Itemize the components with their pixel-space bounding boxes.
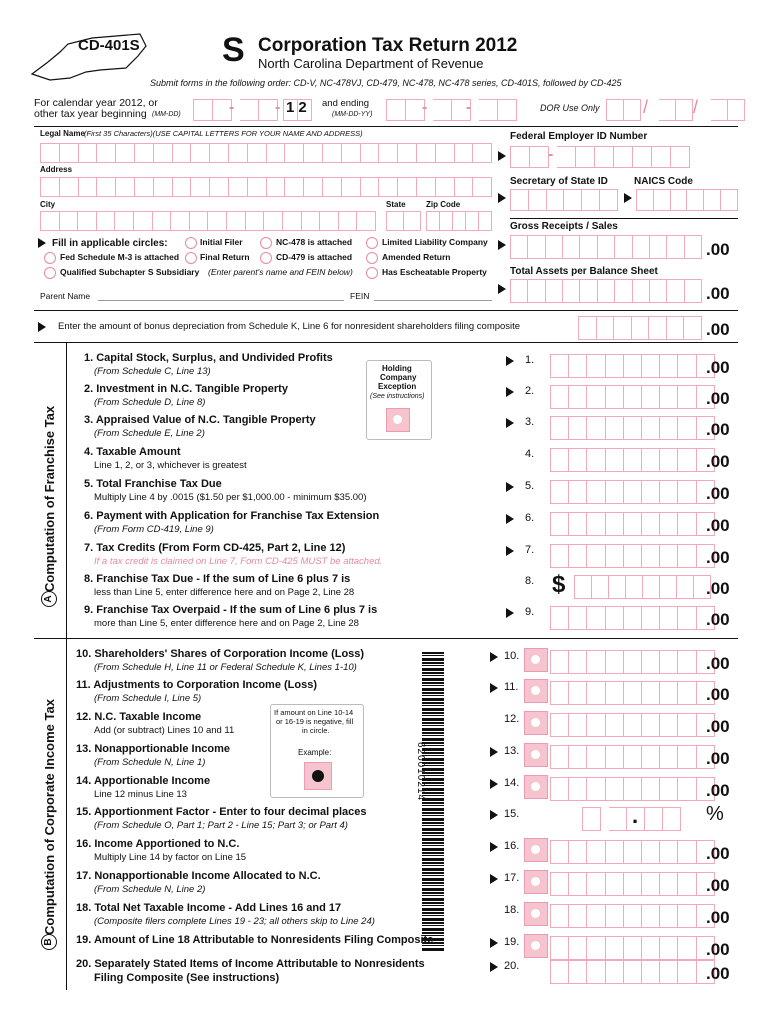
barcode	[422, 652, 444, 952]
city-input[interactable]	[40, 211, 376, 229]
line-14-subtitle: Line 12 minus Line 13	[94, 789, 187, 800]
line-15-number: 15.	[504, 808, 520, 820]
arrow-icon	[490, 652, 498, 662]
arrow-icon	[490, 810, 498, 820]
line-18-number: 18.	[504, 904, 520, 916]
state-input[interactable]	[386, 211, 421, 229]
line-4-cents: .00	[706, 452, 730, 471]
line-7-input[interactable]	[550, 544, 715, 566]
line-6-subtitle: (From Form CD-419, Line 9)	[94, 524, 214, 535]
line-14-number: 14.	[504, 777, 520, 789]
line-19-input[interactable]	[550, 936, 715, 958]
parent-name-label: Parent Name	[40, 291, 91, 301]
line-20-subtitle: Filing Composite (See instructions)	[94, 972, 280, 984]
gross-receipts-input[interactable]	[510, 235, 702, 257]
line-9-input[interactable]	[550, 606, 715, 628]
line-14-input[interactable]	[550, 777, 715, 799]
fein-label: Federal Employer ID Number	[510, 131, 648, 142]
line-6-number: 6.	[525, 512, 535, 524]
line-8-number: 8.	[525, 575, 535, 587]
line-3-input[interactable]	[550, 416, 715, 438]
holding-line-1: Holding	[382, 364, 412, 373]
total-assets-cents: .00	[706, 284, 730, 303]
line-2-input[interactable]	[550, 385, 715, 407]
line-20-cents: .00	[706, 964, 730, 983]
legal-name-input[interactable]	[40, 143, 492, 161]
section-a-letter: A	[41, 591, 57, 607]
gross-receipts-label: Gross Receipts / Sales	[510, 221, 618, 232]
escheat-circle[interactable]	[366, 267, 378, 279]
line-15-title: 15. Apportionment Factor - Enter to four decimal places	[76, 806, 367, 818]
fein-input[interactable]	[510, 146, 690, 166]
nc478-circle[interactable]	[260, 237, 272, 249]
line-2-subtitle: (From Schedule D, Line 8)	[94, 397, 206, 408]
line-5-title: 5. Total Franchise Tax Due	[84, 478, 222, 490]
arrow-icon	[498, 240, 506, 250]
form-id: CD-401S	[78, 37, 140, 54]
line-10-number: 10.	[504, 650, 520, 662]
negative-note-2: or 16-19 is negative, fill	[276, 717, 354, 726]
qsub-circle[interactable]	[44, 267, 56, 279]
begin-date-input[interactable]	[193, 99, 281, 119]
fein-dash: -	[548, 146, 554, 163]
line-9-title: 9. Franchise Tax Overpaid - If the sum of Line 6 plus 7 is	[84, 604, 378, 616]
line-4-input[interactable]	[550, 448, 715, 470]
total-assets-input[interactable]	[510, 279, 702, 301]
holding-note: (See instructions)	[370, 393, 425, 400]
form-title: Corporation Tax Return 2012	[258, 35, 518, 56]
initial-filer-label: Initial Filer	[200, 237, 243, 247]
line-17-cents: .00	[706, 876, 730, 895]
line-4-number: 4.	[525, 448, 535, 460]
line-7-number: 7.	[525, 544, 535, 556]
llc-circle[interactable]	[366, 237, 378, 249]
date-dash: -	[466, 99, 472, 116]
section-b-divider	[66, 638, 67, 990]
arrow-icon	[506, 387, 514, 397]
nc478-label: NC-478 is attached	[276, 237, 353, 247]
line-13-input[interactable]	[550, 745, 715, 767]
example-label: Example:	[298, 748, 332, 757]
sos-id-input[interactable]	[510, 189, 618, 209]
line-8-cents: .00	[706, 579, 730, 598]
arrow-icon	[490, 962, 498, 972]
mmddyy-hint: (MM-DD-YY)	[332, 111, 373, 118]
line-19-title: 19. Amount of Line 18 Attributable to Nonresidents Filing Composite	[76, 934, 434, 946]
line-10-title: 10. Shareholders' Shares of Corporation Income (Loss)	[76, 648, 365, 660]
line-12-title: 12. N.C. Taxable Income	[76, 711, 202, 723]
zip-label: Zip Code	[426, 200, 461, 209]
m3-label: Fed Schedule M-3 is attached	[60, 252, 180, 262]
arrow-icon	[506, 546, 514, 556]
section-a-divider	[66, 342, 67, 638]
line-10-negative-circle[interactable]	[524, 648, 548, 672]
line-11-negative-circle[interactable]	[524, 679, 548, 703]
line-17-negative-circle[interactable]	[524, 870, 548, 894]
line-13-subtitle: (From Schedule N, Line 1)	[94, 757, 206, 768]
line-12-cents: .00	[706, 717, 730, 736]
rule	[34, 638, 738, 639]
bonus-depreciation-input[interactable]	[578, 316, 702, 338]
arrow-icon	[506, 356, 514, 366]
arrow-icon	[38, 238, 46, 248]
line-17-subtitle: (From Schedule N, Line 2)	[94, 884, 206, 895]
initial-filer-circle[interactable]	[185, 237, 197, 249]
line-18-input[interactable]	[550, 904, 715, 926]
arrow-icon	[498, 193, 506, 203]
qsub-label: Qualified Subchapter S Subsidiary	[60, 267, 200, 277]
section-a-title: Computation of Franchise Tax	[42, 405, 57, 592]
example-filled-circle	[304, 762, 332, 790]
section-b-letter: B	[41, 934, 57, 950]
fein-short-label: FEIN	[350, 291, 370, 301]
amended-circle[interactable]	[366, 252, 378, 264]
naics-input[interactable]	[636, 189, 738, 209]
rule	[34, 342, 738, 343]
line-4-title: 4. Taxable Amount	[84, 446, 181, 458]
parent-fein-line[interactable]	[374, 300, 492, 301]
line-19-number: 19.	[504, 936, 520, 948]
dor-use-boxes	[606, 99, 745, 119]
escheat-label: Has Escheatable Property	[382, 267, 487, 277]
arrow-icon	[506, 418, 514, 428]
arrow-icon	[490, 747, 498, 757]
line-3-subtitle: (From Schedule E, Line 2)	[94, 428, 205, 439]
sos-id-label: Secretary of State ID	[510, 176, 608, 187]
line-11-cents: .00	[706, 685, 730, 704]
line-8-input[interactable]	[574, 575, 711, 597]
amended-label: Amended Return	[382, 252, 451, 262]
line-11-number: 11.	[504, 681, 519, 693]
line-7-cents: .00	[706, 548, 730, 567]
date-dash: -	[275, 99, 281, 116]
dor-use-label: DOR Use Only	[540, 103, 600, 113]
cd479-circle[interactable]	[260, 252, 272, 264]
final-return-circle[interactable]	[185, 252, 197, 264]
bonus-cents: .00	[706, 320, 730, 339]
arrow-icon	[38, 322, 46, 332]
begin-year-digits: 12	[286, 99, 311, 116]
line-10-input[interactable]	[550, 650, 715, 672]
department: North Carolina Department of Revenue	[258, 56, 484, 71]
line-3-number: 3.	[525, 416, 535, 428]
line-5-number: 5.	[525, 480, 535, 492]
arrow-icon	[506, 514, 514, 524]
line-18-subtitle: (Composite filers complete Lines 19 - 23; all others skip to Line 24)	[94, 916, 375, 927]
final-return-label: Final Return	[200, 252, 250, 262]
line-9-number: 9.	[525, 606, 535, 618]
line-3-cents: .00	[706, 420, 730, 439]
line-20-input[interactable]	[550, 960, 715, 982]
slash: /	[693, 97, 699, 117]
date-dash: -	[422, 99, 428, 116]
line-8-subtitle: less than Line 5, enter difference here and on Page 2, Line 28	[94, 587, 355, 598]
line-18-title: 18. Total Net Taxable Income - Add Lines 16 and 17	[76, 902, 342, 914]
llc-label: Limited Liability Company	[382, 237, 488, 247]
arrow-icon	[498, 284, 506, 294]
holding-exception-circle[interactable]	[386, 408, 410, 432]
calendar-year-label: For calendar year 2012, or	[34, 97, 158, 109]
zip-input[interactable]	[426, 211, 492, 229]
line-1-cents: .00	[706, 358, 730, 377]
tax-year-beginning-label: other tax year beginning	[34, 108, 147, 120]
line-15-decimal: .	[632, 803, 639, 828]
submit-order-note: Submit forms in the following order: CD-V, NC-478VJ, CD-479, NC-478, NC-478 series, CD-401S, followed by CD-425	[150, 78, 622, 88]
line-13-number: 13.	[504, 745, 520, 757]
line-19-negative-circle[interactable]	[524, 934, 548, 958]
line-5-input[interactable]	[550, 480, 715, 502]
total-assets-label: Total Assets per Balance Sheet	[510, 266, 658, 277]
arrow-icon	[506, 482, 514, 492]
line-16-input[interactable]	[550, 840, 715, 862]
line-18-cents: .00	[706, 908, 730, 927]
line-16-title: 16. Income Apportioned to N.C.	[76, 838, 240, 850]
line-17-input[interactable]	[550, 872, 715, 894]
address-label: Address	[40, 165, 73, 174]
line-5-cents: .00	[706, 484, 730, 503]
line-10-subtitle: (From Schedule H, Line 11 or Federal Schedule K, Lines 1-10)	[94, 662, 357, 673]
date-dash: -	[229, 99, 235, 116]
line-6-input[interactable]	[550, 512, 715, 534]
line-16-subtitle: Multiply Line 14 by factor on Line 15	[94, 852, 247, 863]
line-2-title: 2. Investment in N.C. Tangible Property	[84, 383, 288, 395]
naics-label: NAICS Code	[634, 176, 693, 187]
negative-note-3: in circle.	[302, 726, 330, 735]
line-19-cents: .00	[706, 940, 730, 959]
line-6-title: 6. Payment with Application for Franchise Tax Extension	[84, 510, 380, 522]
line-10-cents: .00	[706, 654, 730, 673]
line-15-percent: %	[706, 803, 724, 825]
line-12-subtitle: Add (or subtract) Lines 10 and 11	[94, 725, 235, 736]
line-16-number: 16.	[504, 840, 520, 852]
rule	[34, 126, 738, 127]
line-9-cents: .00	[706, 610, 730, 629]
line-2-number: 2.	[525, 385, 535, 397]
line-8-dollar-sign: $	[552, 571, 566, 598]
gross-receipts-cents: .00	[706, 240, 730, 259]
line-17-title: 17. Nonapportionable Income Allocated to N.C.	[76, 870, 321, 882]
legal-name-note: (First 35 Characters)(USE CAPITAL LETTERS FOR YOUR NAME AND ADDRESS)	[84, 129, 363, 138]
arrow-icon	[506, 608, 514, 618]
line-20-title: 20. Separately Stated Items of Income Attributable to Nonresidents	[76, 958, 425, 970]
line-1-input[interactable]	[550, 354, 715, 376]
rule	[34, 310, 738, 311]
line-13-title: 13. Nonapportionable Income	[76, 743, 231, 755]
line-6-cents: .00	[706, 516, 730, 535]
holding-line-3: Exception	[378, 382, 417, 391]
arrow-icon	[490, 683, 498, 693]
line-15-subtitle: (From Schedule O, Part 1; Part 2 - Line 15; Part 3; or Part 4)	[94, 820, 348, 831]
line-16-negative-circle[interactable]	[524, 838, 548, 862]
legal-name-label: Legal Name	[40, 129, 85, 138]
arrow-icon	[490, 842, 498, 852]
state-label: State	[386, 200, 406, 209]
section-b-title: Computation of Corporate Income Tax	[42, 699, 57, 935]
line-14-cents: .00	[706, 781, 730, 800]
bonus-depreciation-label: Enter the amount of bonus depreciation from Schedule K, Line 6 for nonresident shareholders filing composite	[58, 321, 521, 332]
line-14-title: 14. Apportionable Income	[76, 775, 211, 787]
barcode-number: 620010214	[415, 742, 426, 802]
line-13-negative-circle[interactable]	[524, 743, 548, 767]
end-date-input[interactable]	[386, 99, 517, 119]
line-17-number: 17.	[504, 872, 520, 884]
cd479-label: CD-479 is attached	[276, 252, 353, 262]
arrow-icon	[490, 938, 498, 948]
line-9-subtitle: more than Line 5, enter difference here and on Page 2, Line 28	[94, 618, 359, 629]
city-label: City	[40, 200, 56, 209]
line-3-title: 3. Appraised Value of N.C. Tangible Property	[84, 414, 316, 426]
m3-circle[interactable]	[44, 252, 56, 264]
slash: /	[643, 97, 649, 117]
line-12-input[interactable]	[550, 713, 715, 735]
line-12-negative-circle[interactable]	[524, 711, 548, 735]
holding-line-2: Company	[380, 373, 417, 382]
line-1-subtitle: (From Schedule C, Line 13)	[94, 366, 211, 377]
line-20-number: 20.	[504, 960, 520, 972]
rule	[510, 218, 738, 219]
parent-name-line[interactable]	[98, 300, 344, 301]
line-12-number: 12.	[504, 713, 520, 725]
line-1-number: 1.	[525, 354, 535, 366]
form-letter: S	[222, 31, 245, 69]
negative-note-1: If amount on Line 10-14	[274, 708, 354, 717]
arrow-icon	[624, 193, 632, 203]
fill-circles-label: Fill in applicable circles:	[52, 238, 168, 249]
line-18-negative-circle[interactable]	[524, 902, 548, 926]
line-16-cents: .00	[706, 844, 730, 863]
qsub-note: (Enter parent's name and FEIN below)	[208, 267, 353, 277]
line-7-title: 7. Tax Credits (From Form CD-425, Part 2, Line 12)	[84, 542, 346, 554]
line-8-title: 8. Franchise Tax Due - If the sum of Line 6 plus 7 is	[84, 573, 351, 585]
line-14-negative-circle[interactable]	[524, 775, 548, 799]
line-1-title: 1. Capital Stock, Surplus, and Undivided Profits	[84, 352, 333, 364]
line-11-input[interactable]	[550, 681, 715, 703]
mmdd-hint: (MM-DD)	[152, 111, 181, 118]
line-11-title: 11. Adjustments to Corporation Income (Loss)	[76, 679, 318, 691]
line-4-subtitle: Line 1, 2, or 3, whichever is greatest	[94, 460, 247, 471]
line-5-subtitle: Multiply Line 4 by .0015 ($1.50 per $1,000.00 - minimum $35.00)	[94, 492, 367, 503]
line-13-cents: .00	[706, 749, 730, 768]
and-ending-label: and ending	[322, 98, 370, 109]
arrow-icon	[490, 779, 498, 789]
line-2-cents: .00	[706, 389, 730, 408]
arrow-icon	[490, 874, 498, 884]
line-11-subtitle: (From Schedule I, Line 5)	[94, 693, 202, 704]
arrow-icon	[498, 151, 506, 161]
line-7-subtitle: If a tax credit is claimed on Line 7, Form CD-425 MUST be attached.	[94, 556, 383, 567]
address-input[interactable]	[40, 177, 492, 195]
